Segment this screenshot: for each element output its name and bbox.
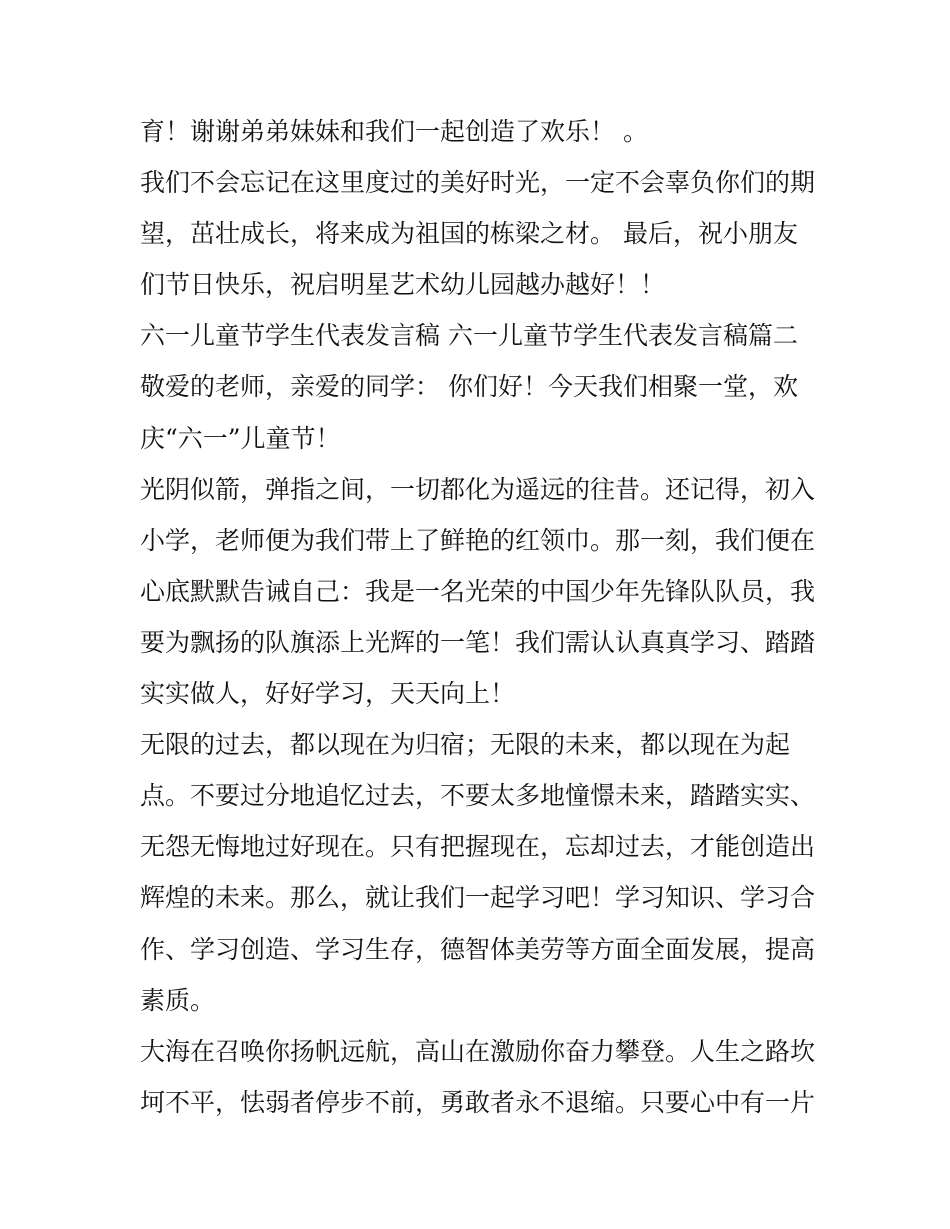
- text-line: 无怨无悔地过好现在。只有把握现在，忘却过去，才能创造出: [140, 832, 816, 862]
- text-line: 们节日快乐，祝启明星艺术幼儿园越办越好！！: [140, 270, 666, 300]
- text-line: 六一儿童节学生代表发言稿 六一儿童节学生代表发言稿篇二: [140, 321, 798, 351]
- text-line: 光阴似箭，弹指之间，一切都化为遥远的往昔。还记得，初入: [140, 474, 816, 504]
- text-line: 大海在召唤你扬帆远航，高山在激励你奋力攀登。人生之路坎: [140, 1036, 816, 1066]
- text-line: 要为飘扬的队旗添上光辉的一笔！我们需认认真真学习、踏踏: [140, 627, 816, 657]
- text-line: 无限的过去，都以现在为归宿；无限的未来，都以现在为起: [140, 730, 791, 760]
- text-line: 实实做人，好好学习，天天向上！: [140, 679, 516, 709]
- text-line: 望，茁壮成长，将来成为祖国的栋梁之材。 最后，祝小朋友: [140, 219, 798, 249]
- text-line: 点。不要过分地追忆过去，不要太多地憧憬未来，踏踏实实、: [140, 781, 816, 811]
- text-line: 小学，老师便为我们带上了鲜艳的红领巾。那一刻，我们便在: [140, 525, 816, 555]
- text-line: 我们不会忘记在这里度过的美好时光，一定不会辜负你们的期: [140, 168, 816, 198]
- text-line: 心底默默告诫自己：我是一名光荣的中国少年先锋队队员，我: [140, 576, 816, 606]
- text-line: 育！谢谢弟弟妹妹和我们一起创造了欢乐！ 。: [140, 117, 648, 146]
- text-line: 素质。: [140, 985, 216, 1015]
- text-line: 庆“六一”儿童节！: [140, 423, 341, 453]
- document-body: [140, 106, 820, 1128]
- text-line: 辉煌的未来。那么，就让我们一起学习吧！学习知识、学习合: [140, 883, 816, 913]
- text-line: 坷不平，怯弱者停步不前，勇敢者永不退缩。只要心中有一片: [140, 1087, 816, 1117]
- text-line: 敬爱的老师，亲爱的同学： 你们好！今天我们相聚一堂，欢: [140, 372, 798, 402]
- text-line: 作、学习创造、学习生存，德智体美劳等方面全面发展，提高: [140, 934, 816, 964]
